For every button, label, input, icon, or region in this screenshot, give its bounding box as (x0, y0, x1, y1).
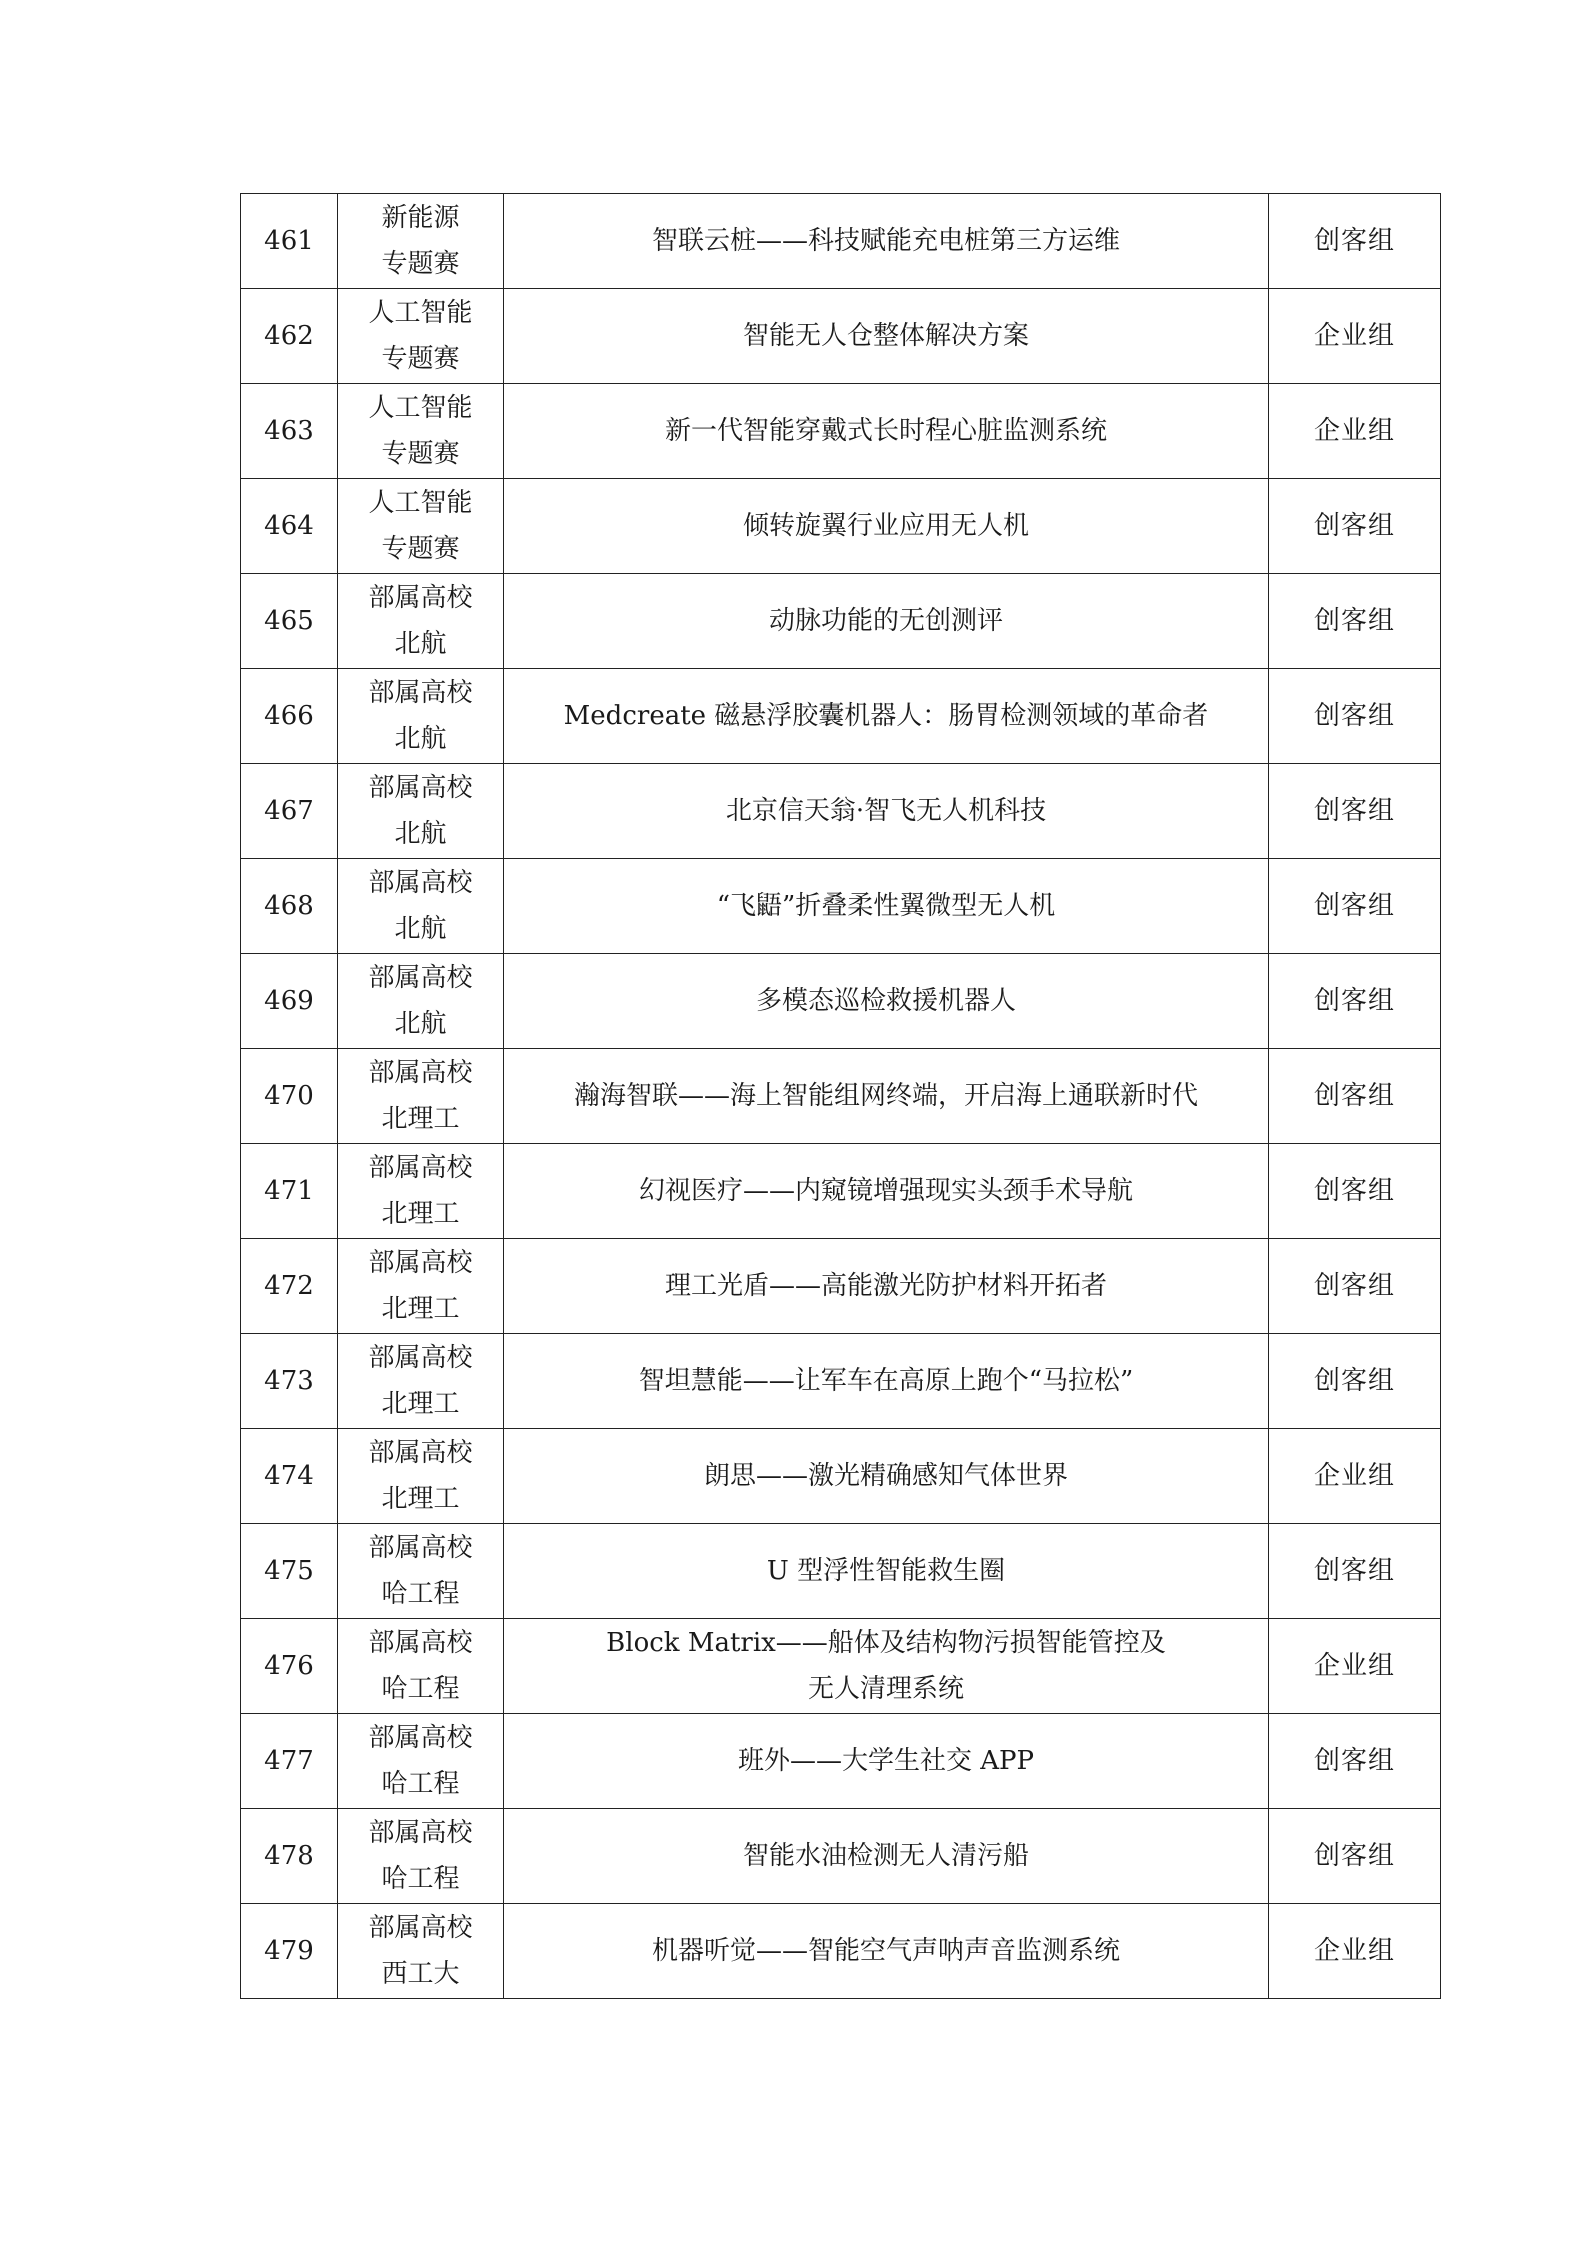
category-cell (338, 1429, 504, 1524)
project-name-cell (504, 1334, 1269, 1429)
project-name-line: 班外——大学生社交 APP (737, 1746, 1035, 1776)
category-line: 北理工 (381, 1104, 460, 1134)
category-cell (338, 1239, 504, 1334)
project-name-line: 无人清理系统 (807, 1674, 964, 1704)
category-line: 北理工 (381, 1199, 460, 1229)
category-line: 专题赛 (381, 439, 460, 469)
project-name-cell (504, 1809, 1269, 1904)
category-line: 北理工 (381, 1294, 460, 1324)
project-name-line: 机器听觉——智能空气声呐声音监测系统 (651, 1936, 1120, 1966)
category-line: 哈工程 (381, 1674, 460, 1704)
project-name-cell (504, 1049, 1269, 1144)
category-line: 北理工 (381, 1484, 460, 1514)
project-name-cell (504, 954, 1269, 1049)
entry-number: 469 (241, 954, 338, 1049)
category-cell (338, 1049, 504, 1144)
category-line: 新能源 (381, 203, 460, 233)
project-name-cell (504, 669, 1269, 764)
entry-number: 467 (241, 764, 338, 859)
project-name-line: 幻视医疗——内窥镜增强现实头颈手术导航 (638, 1176, 1133, 1206)
category-line: 部属高校 (368, 1248, 473, 1278)
project-name-line: 智能无人仓整体解决方案 (742, 321, 1029, 351)
project-name-cell (504, 479, 1269, 574)
project-name-cell (504, 194, 1269, 289)
category-line: 部属高校 (368, 1628, 473, 1658)
category-line: 专题赛 (381, 534, 460, 564)
entry-number: 471 (241, 1144, 338, 1239)
category-cell (338, 384, 504, 479)
category-cell (338, 194, 504, 289)
group-cell: 创客组 (1269, 1714, 1441, 1809)
category-cell (338, 1524, 504, 1619)
project-name-cell (504, 1144, 1269, 1239)
group-cell: 创客组 (1269, 1144, 1441, 1239)
entry-number: 462 (241, 289, 338, 384)
category-line: 专题赛 (381, 344, 460, 374)
table-row (241, 669, 1441, 764)
category-line: 部属高校 (368, 868, 473, 898)
category-line: 北航 (394, 724, 447, 754)
table-row (241, 1524, 1441, 1619)
category-line: 部属高校 (368, 963, 473, 993)
project-name-line: 动脉功能的无创测评 (768, 606, 1003, 636)
entry-number: 466 (241, 669, 338, 764)
project-name-line: “飞鼯”折叠柔性翼微型无人机 (716, 891, 1056, 921)
category-line: 部属高校 (368, 773, 473, 803)
group-cell: 创客组 (1269, 574, 1441, 669)
category-cell (338, 1904, 504, 1999)
entry-number: 463 (241, 384, 338, 479)
project-name-line: 多模态巡检救援机器人 (755, 986, 1016, 1016)
category-cell (338, 764, 504, 859)
category-cell (338, 289, 504, 384)
table-row (241, 574, 1441, 669)
project-name-line: Block Matrix——船体及结构物污损智能管控及 (606, 1628, 1166, 1658)
project-name-cell (504, 1619, 1269, 1714)
category-cell (338, 479, 504, 574)
entry-number: 474 (241, 1429, 338, 1524)
category-line: 部属高校 (368, 1913, 473, 1943)
entry-number: 478 (241, 1809, 338, 1904)
category-line: 部属高校 (368, 1058, 473, 1088)
project-name-line: 朗思——激光精确感知气体世界 (703, 1461, 1068, 1491)
entry-number: 465 (241, 574, 338, 669)
project-name-cell (504, 1714, 1269, 1809)
entry-number: 476 (241, 1619, 338, 1714)
table-row (241, 384, 1441, 479)
entry-number: 468 (241, 859, 338, 954)
group-cell: 创客组 (1269, 479, 1441, 574)
table-row (241, 194, 1441, 289)
table-row (241, 859, 1441, 954)
category-cell (338, 954, 504, 1049)
category-line: 人工智能 (368, 488, 473, 518)
category-line: 部属高校 (368, 1438, 473, 1468)
table-row (241, 1429, 1441, 1524)
project-name-line: 理工光盾——高能激光防护材料开拓者 (664, 1271, 1107, 1301)
group-cell: 创客组 (1269, 669, 1441, 764)
group-cell: 企业组 (1269, 384, 1441, 479)
table-row (241, 479, 1441, 574)
project-name-cell (504, 289, 1269, 384)
table-row (241, 289, 1441, 384)
project-name-cell (504, 1524, 1269, 1619)
entry-number: 472 (241, 1239, 338, 1334)
category-line: 北理工 (381, 1389, 460, 1419)
category-line: 专题赛 (381, 249, 460, 279)
project-name-line: 智能水油检测无人清污船 (742, 1841, 1029, 1871)
table-row (241, 1334, 1441, 1429)
category-line: 北航 (394, 1009, 447, 1039)
table-body (241, 194, 1441, 1999)
project-list-table (240, 193, 1441, 1999)
group-cell: 企业组 (1269, 1619, 1441, 1714)
category-line: 部属高校 (368, 678, 473, 708)
category-line: 部属高校 (368, 583, 473, 613)
project-name-line: Medcreate 磁悬浮胶囊机器人：肠胃检测领域的革命者 (563, 701, 1209, 731)
category-line: 人工智能 (368, 393, 473, 423)
entry-number: 470 (241, 1049, 338, 1144)
project-name-line: 北京信天翁·智飞无人机科技 (725, 796, 1047, 826)
group-cell: 创客组 (1269, 1334, 1441, 1429)
project-name-cell (504, 1904, 1269, 1999)
category-cell (338, 574, 504, 669)
group-cell: 创客组 (1269, 194, 1441, 289)
entry-number: 477 (241, 1714, 338, 1809)
project-name-cell (504, 1239, 1269, 1334)
category-line: 北航 (394, 629, 447, 659)
project-name-line: 倾转旋翼行业应用无人机 (742, 511, 1029, 541)
category-cell (338, 1334, 504, 1429)
table-row (241, 954, 1441, 1049)
group-cell: 企业组 (1269, 1429, 1441, 1524)
project-name-line: U 型浮性智能救生圈 (766, 1556, 1006, 1586)
entry-number: 461 (241, 194, 338, 289)
project-name-cell (504, 574, 1269, 669)
table-row (241, 1239, 1441, 1334)
project-name-line: 新一代智能穿戴式长时程心脏监测系统 (664, 416, 1107, 446)
category-line: 哈工程 (381, 1579, 460, 1609)
table-row (241, 1619, 1441, 1714)
project-name-line: 智坦慧能——让军车在高原上跑个“马拉松” (638, 1366, 1134, 1396)
category-cell (338, 1809, 504, 1904)
category-cell (338, 1619, 504, 1714)
group-cell: 创客组 (1269, 954, 1441, 1049)
category-line: 西工大 (381, 1959, 460, 1989)
project-name-cell (504, 384, 1269, 479)
category-line: 部属高校 (368, 1153, 473, 1183)
table-row (241, 1904, 1441, 1999)
group-cell: 企业组 (1269, 1904, 1441, 1999)
category-line: 部属高校 (368, 1343, 473, 1373)
group-cell: 创客组 (1269, 1049, 1441, 1144)
category-line: 人工智能 (368, 298, 473, 328)
table-row (241, 1049, 1441, 1144)
category-line: 北航 (394, 914, 447, 944)
category-cell (338, 669, 504, 764)
project-name-line: 智联云桩——科技赋能充电桩第三方运维 (651, 226, 1120, 256)
project-name-cell (504, 1429, 1269, 1524)
category-cell (338, 1144, 504, 1239)
table-row (241, 1144, 1441, 1239)
table-row (241, 764, 1441, 859)
category-line: 部属高校 (368, 1818, 473, 1848)
project-name-cell (504, 764, 1269, 859)
group-cell: 创客组 (1269, 1809, 1441, 1904)
table-row (241, 1809, 1441, 1904)
entry-number: 464 (241, 479, 338, 574)
category-line: 哈工程 (381, 1769, 460, 1799)
category-line: 部属高校 (368, 1533, 473, 1563)
group-cell: 企业组 (1269, 289, 1441, 384)
group-cell: 创客组 (1269, 764, 1441, 859)
category-cell (338, 1714, 504, 1809)
project-name-cell (504, 859, 1269, 954)
entry-number: 475 (241, 1524, 338, 1619)
project-name-line: 瀚海智联——海上智能组网终端，开启海上通联新时代 (573, 1081, 1198, 1111)
group-cell: 创客组 (1269, 859, 1441, 954)
category-cell (338, 859, 504, 954)
group-cell: 创客组 (1269, 1239, 1441, 1334)
entry-number: 473 (241, 1334, 338, 1429)
group-cell: 创客组 (1269, 1524, 1441, 1619)
category-line: 哈工程 (381, 1864, 460, 1894)
table-row (241, 1714, 1441, 1809)
entry-number: 479 (241, 1904, 338, 1999)
category-line: 北航 (394, 819, 447, 849)
category-line: 部属高校 (368, 1723, 473, 1753)
